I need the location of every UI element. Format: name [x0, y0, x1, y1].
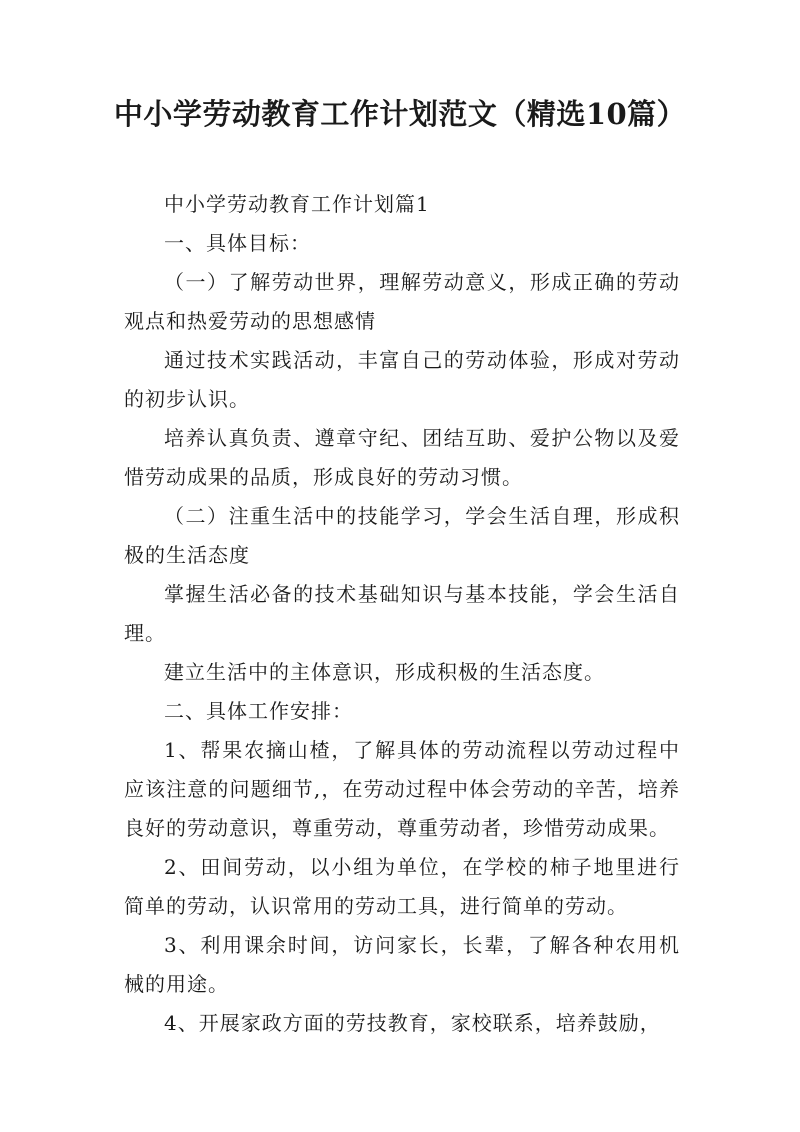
- list-item: 1、帮果农摘山楂，了解具体的劳动流程以劳动过程中应该注意的问题细节,，在劳动过程中体会劳动的辛苦，培养良好的劳动意识，尊重劳动，尊重劳动者，珍惜劳动成果。: [124, 738, 680, 840]
- subheading-goals: 一、具体目标：: [164, 231, 311, 255]
- list-item: 3、利用课余时间，访问家长，长辈，了解各种农用机械的用途。: [124, 933, 680, 996]
- paragraph: （二）注重生活中的技能学习，学会生活自理，形成积极的生活态度: [124, 504, 680, 567]
- list-item: 2、田间劳动，以小组为单位，在学校的柿子地里进行简单的劳动，认识常用的劳动工具，进行简单的劳动。: [124, 855, 680, 918]
- paragraph: 通过技术实践活动，丰富自己的劳动体验，形成对劳动的初步认识。: [124, 348, 680, 411]
- paragraph: 培养认真负责、遵章守纪、团结互助、爱护公物以及爱惜劳动成果的品质，形成良好的劳动习惯。: [124, 426, 680, 489]
- document-title: 中小学劳动教育工作计划范文（精选10篇）: [113, 97, 687, 131]
- list-item: 4、开展家政方面的劳技教育，家校联系，培养鼓励，: [164, 1011, 661, 1035]
- paragraph: 建立生活中的主体意识，形成积极的生活态度。: [164, 660, 605, 684]
- section-heading: 中小学劳动教育工作计划篇1: [164, 192, 430, 216]
- subheading-arrangements: 二、具体工作安排：: [164, 699, 353, 723]
- document-body: [124, 185, 680, 1043]
- paragraph: （一）了解劳动世界，理解劳动意义，形成正确的劳动观点和热爱劳动的思想感情: [124, 270, 680, 333]
- paragraph: 掌握生活必备的技术基础知识与基本技能，学会生活自理。: [124, 582, 680, 645]
